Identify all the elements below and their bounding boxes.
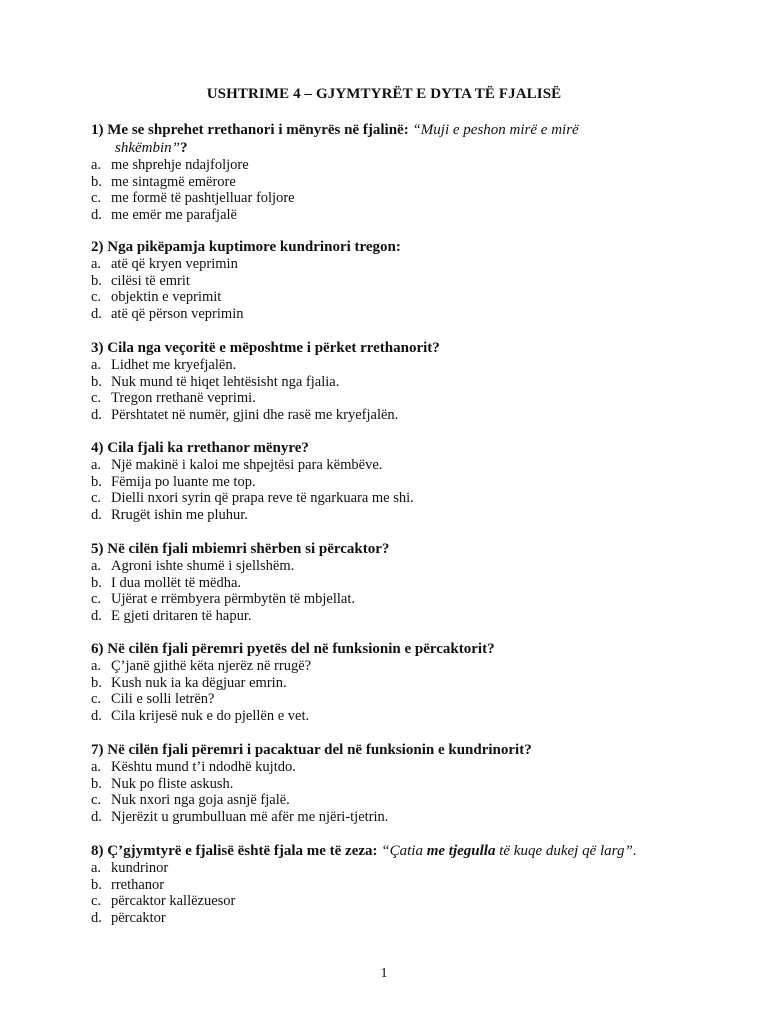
question-text: Ç’gjymtyrë e fjalisë është fjala me të zeza: [107,843,378,859]
option-text: Cili e solli letrën? [111,691,215,708]
option-letter: d. [91,708,102,725]
option-text: Tregon rrethanë veprimi. [111,390,256,407]
option-a [91,357,711,374]
option-letter: c. [91,289,102,306]
option-text: me formë të pashtjelluar foljore [111,190,295,207]
page-number: 1 [380,966,388,981]
option-b [91,374,711,391]
option-text: Nuk po fliste askush. [111,775,234,792]
question-text: Cila fjali ka rrethanor mënyre? [107,440,309,456]
option-d [91,708,711,725]
question-text: Në cilën fjali përemri pyetës del në funksionin e përcaktorit? [107,641,495,657]
option-d [91,910,711,927]
question-number: 3) [91,340,104,356]
option-b [91,174,711,191]
option-text: me shprehje ndajfoljore [111,157,249,173]
question-number: 6) [91,641,104,657]
option-letter: c. [91,691,102,708]
option-letter: b. [91,775,102,792]
option-letter: b. [91,173,102,190]
option-a [91,860,711,877]
question-text: Në cilën fjali përemri i pacaktuar del në funksionin e kundrinorit? [107,742,532,758]
option-d [91,207,711,224]
option-d [91,608,711,625]
question-quote: “Muji e peshon mirë e mirë [412,122,579,138]
option-letter: b. [91,876,102,893]
option-letter: a. [91,256,102,272]
question-text: Me se shprehet rrethanori i mënyrës në fjalinë: [107,122,409,138]
option-text: cilësi të emrit [111,272,190,289]
option-letter: c. [91,390,102,407]
option-letter: b. [91,473,102,490]
option-a [91,457,711,474]
option-text: objektin e veprimit [111,289,222,306]
option-b [91,877,711,894]
question-8 [91,842,711,927]
option-letter: a. [91,658,102,674]
option-letter: a. [91,157,102,173]
option-d [91,809,711,826]
question-number: 2) [91,239,104,255]
question-quote-cont: shkëmbin” [115,140,180,156]
option-letter: d. [91,507,102,524]
question-4 [91,439,711,524]
option-c [91,289,711,306]
question-6-prompt [91,640,711,658]
option-letter: b. [91,272,102,289]
option-text: Kështu mund t’i ndodhë kujtdo. [111,759,296,775]
question-quote-start: “Çatia [381,843,423,859]
option-a [91,658,711,675]
option-letter: c. [91,792,102,809]
option-letter: d. [91,407,102,424]
option-letter: b. [91,574,102,591]
option-b [91,474,711,491]
option-letter: c. [91,893,102,910]
option-text: rrethanor [111,876,165,893]
option-a [91,558,711,575]
option-text: atë që kryen veprimin [111,256,238,272]
option-text: kundrinor [111,860,169,876]
option-text: Fëmija po luante me top. [111,473,256,490]
option-d [91,507,711,524]
option-a [91,759,711,776]
question-number: 5) [91,541,104,557]
question-text: Nga pikëpamja kuptimore kundrinori tregon: [107,239,401,255]
option-d [91,306,711,323]
option-c [91,591,711,608]
question-text: Cila nga veçoritë e mëposhtme i përket rrethanorit? [107,340,440,356]
option-d [91,407,711,424]
option-c [91,792,711,809]
option-text: përcaktor kallëzuesor [111,893,236,910]
option-letter: d. [91,306,102,323]
option-letter: a. [91,558,102,574]
option-text: Kush nuk ia ka dëgjuar emrin. [111,674,287,691]
option-letter: b. [91,674,102,691]
option-text: Rrugët ishin me pluhur. [111,507,248,524]
question-1-prompt [91,121,711,139]
option-b [91,776,711,793]
option-text: Nuk mund të hiqet lehtësisht nga fjalia. [111,373,340,390]
option-text: me sintagmë emërore [111,173,236,190]
option-text: atë që përson veprimin [111,306,244,323]
option-text: me emër me parafjalë [111,207,237,224]
option-text: Agroni ishte shumë i sjellshëm. [111,558,295,574]
option-b [91,575,711,592]
question-text: Në cilën fjali mbiemri shërben si përcaktor? [107,541,390,557]
question-period: . [632,843,637,859]
option-letter: d. [91,207,102,224]
question-2-prompt [91,238,711,256]
option-b [91,273,711,290]
question-4-prompt [91,439,711,457]
question-number: 4) [91,440,104,456]
option-c [91,490,711,507]
question-5-prompt [91,540,711,558]
option-text: I dua mollët të mëdha. [111,574,242,591]
option-text: Një makinë i kaloi me shpejtësi para këmbëve. [111,457,383,473]
question-3-prompt [91,339,711,357]
option-c [91,390,711,407]
question-number: 1) [91,122,104,138]
option-text: Njerëzit u grumbulluan më afër me njëri-tjetrin. [111,809,389,826]
option-text: E gjeti dritaren të hapur. [111,608,252,625]
option-letter: a. [91,357,102,373]
option-letter: d. [91,910,102,927]
option-c [91,190,711,207]
question-7 [91,741,711,826]
option-text: Cila krijesë nuk e do pjellën e vet. [111,708,310,725]
question-7-prompt [91,741,711,759]
question-1-prompt-cont [91,139,711,157]
question-3 [91,339,711,424]
question-quote-end: të kuqe dukej që larg” [499,843,633,859]
option-letter: a. [91,860,102,876]
option-letter: c. [91,190,102,207]
question-number: 7) [91,742,104,758]
option-letter: a. [91,457,102,473]
question-2 [91,238,711,323]
question-number: 8) [91,843,104,859]
option-text: Ujërat e rrëmbyera përmbytën të mbjellat. [111,591,355,608]
option-text: Dielli nxori syrin që prapa reve të ngarkuara me shi. [111,490,414,507]
question-quote-highlight: me tjegulla [426,843,496,859]
option-text: Ç’janë gjithë këta njerëz në rrugë? [111,658,312,674]
option-letter: c. [91,591,102,608]
option-text: Përshtatet në numër, gjini dhe rasë me kryefjalën. [111,407,399,424]
option-letter: b. [91,373,102,390]
question-6 [91,640,711,725]
question-1 [91,121,711,224]
option-c [91,691,711,708]
question-5 [91,540,711,625]
option-text: Lidhet me kryefjalën. [111,357,237,373]
page-title: USHTRIME 4 – GJYMTYRËT E DYTA TË FJALISË [206,86,562,102]
option-a [91,256,711,273]
question-8-prompt [91,842,711,860]
option-text: Nuk nxori nga goja asnjë fjalë. [111,792,290,809]
option-b [91,675,711,692]
question-mark: ? [180,140,188,156]
option-c [91,893,711,910]
option-letter: a. [91,759,102,775]
option-a [91,157,711,174]
option-text: përcaktor [111,910,166,927]
option-letter: c. [91,490,102,507]
option-letter: d. [91,608,102,625]
option-letter: d. [91,809,102,826]
